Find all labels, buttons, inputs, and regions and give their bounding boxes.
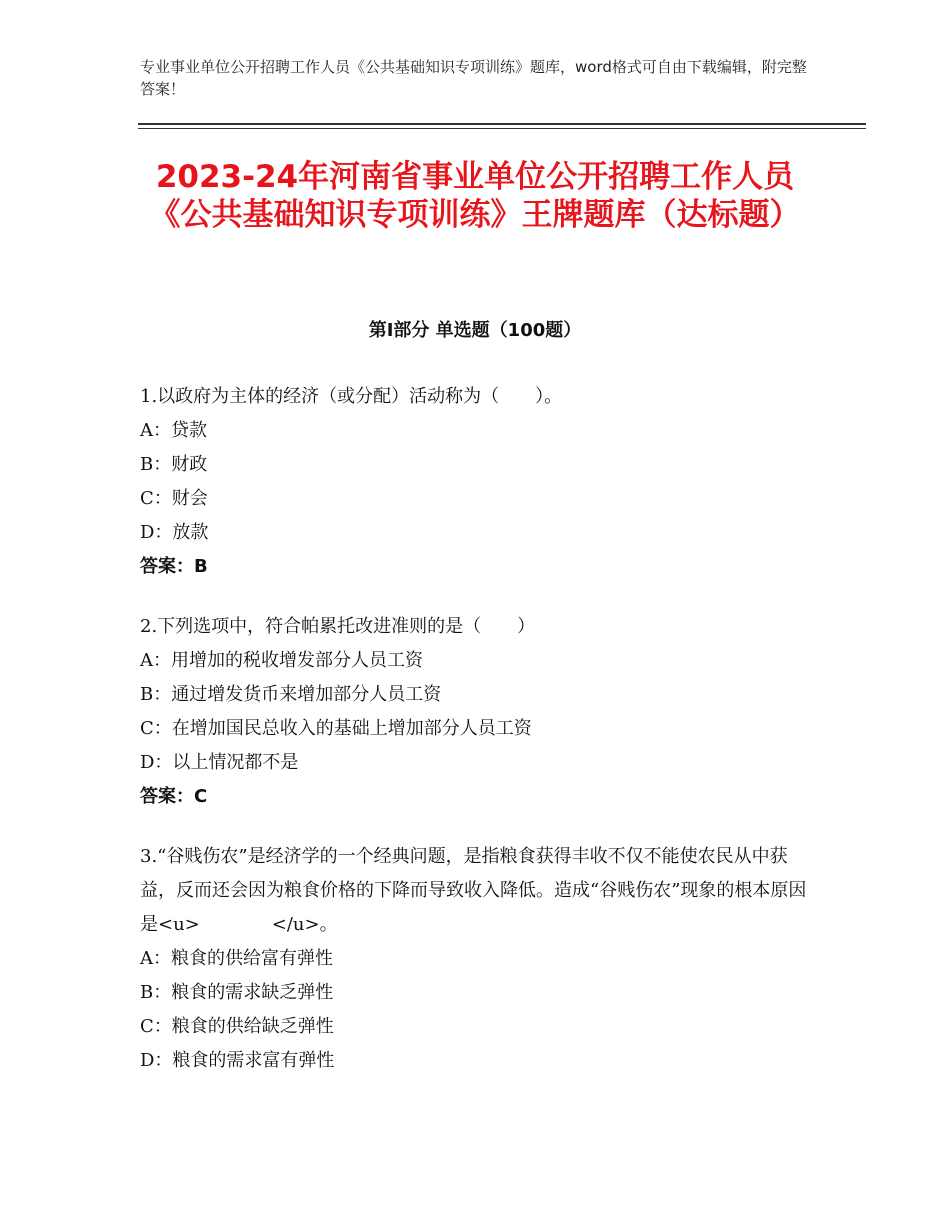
- option-b: B：通过增发货币来增加部分人员工资: [140, 684, 442, 705]
- question-3: [140, 840, 810, 1078]
- option-b: B：财政: [140, 454, 208, 475]
- option-d: D：以上情况都不是: [140, 752, 299, 773]
- option-b: B：粮食的需求缺乏弹性: [140, 982, 334, 1003]
- option-c: C：在增加国民总收入的基础上增加部分人员工资: [140, 718, 532, 739]
- document-title: 2023-24年河南省事业单位公开招聘工作人员《公共基础知识专项训练》王牌题库（达标题）: [149, 159, 801, 233]
- answer-label: 答案：C: [140, 786, 208, 807]
- question-list: [140, 380, 810, 1104]
- question-stem: 3.“谷贱伤农”是经济学的一个经典问题，是指粮食获得丰收不仅不能使农民从中获益，反而还会因为粮食价格的下降而导致收入降低。造成“谷贱伤农”现象的根本原因是<u> </u>。: [140, 846, 807, 935]
- question-stem: 2.下列选项中，符合帕累托改进准则的是（ ）: [140, 616, 536, 637]
- option-c: C：财会: [140, 488, 208, 509]
- question-1: [140, 380, 810, 584]
- section-title: 第Ⅰ部分 单选题（100题）: [368, 320, 582, 341]
- header-rule-thick: [138, 123, 866, 125]
- answer-label: 答案：B: [140, 556, 208, 577]
- option-a: A：粮食的供给富有弹性: [140, 948, 333, 969]
- header-note: 专业事业单位公开招聘工作人员《公共基础知识专项训练》题库，word格式可自由下载编辑，附完整答案！: [140, 58, 807, 98]
- header-rule-thin: [138, 128, 866, 129]
- option-a: A：用增加的税收增发部分人员工资: [140, 650, 423, 671]
- option-c: C：粮食的供给缺乏弹性: [140, 1016, 334, 1037]
- question-stem: 1.以政府为主体的经济（或分配）活动称为（ ）。: [140, 386, 563, 407]
- option-a: A：贷款: [140, 420, 207, 441]
- option-d: D：放款: [140, 522, 209, 543]
- question-2: [140, 610, 810, 814]
- option-d: D：粮食的需求富有弹性: [140, 1050, 335, 1071]
